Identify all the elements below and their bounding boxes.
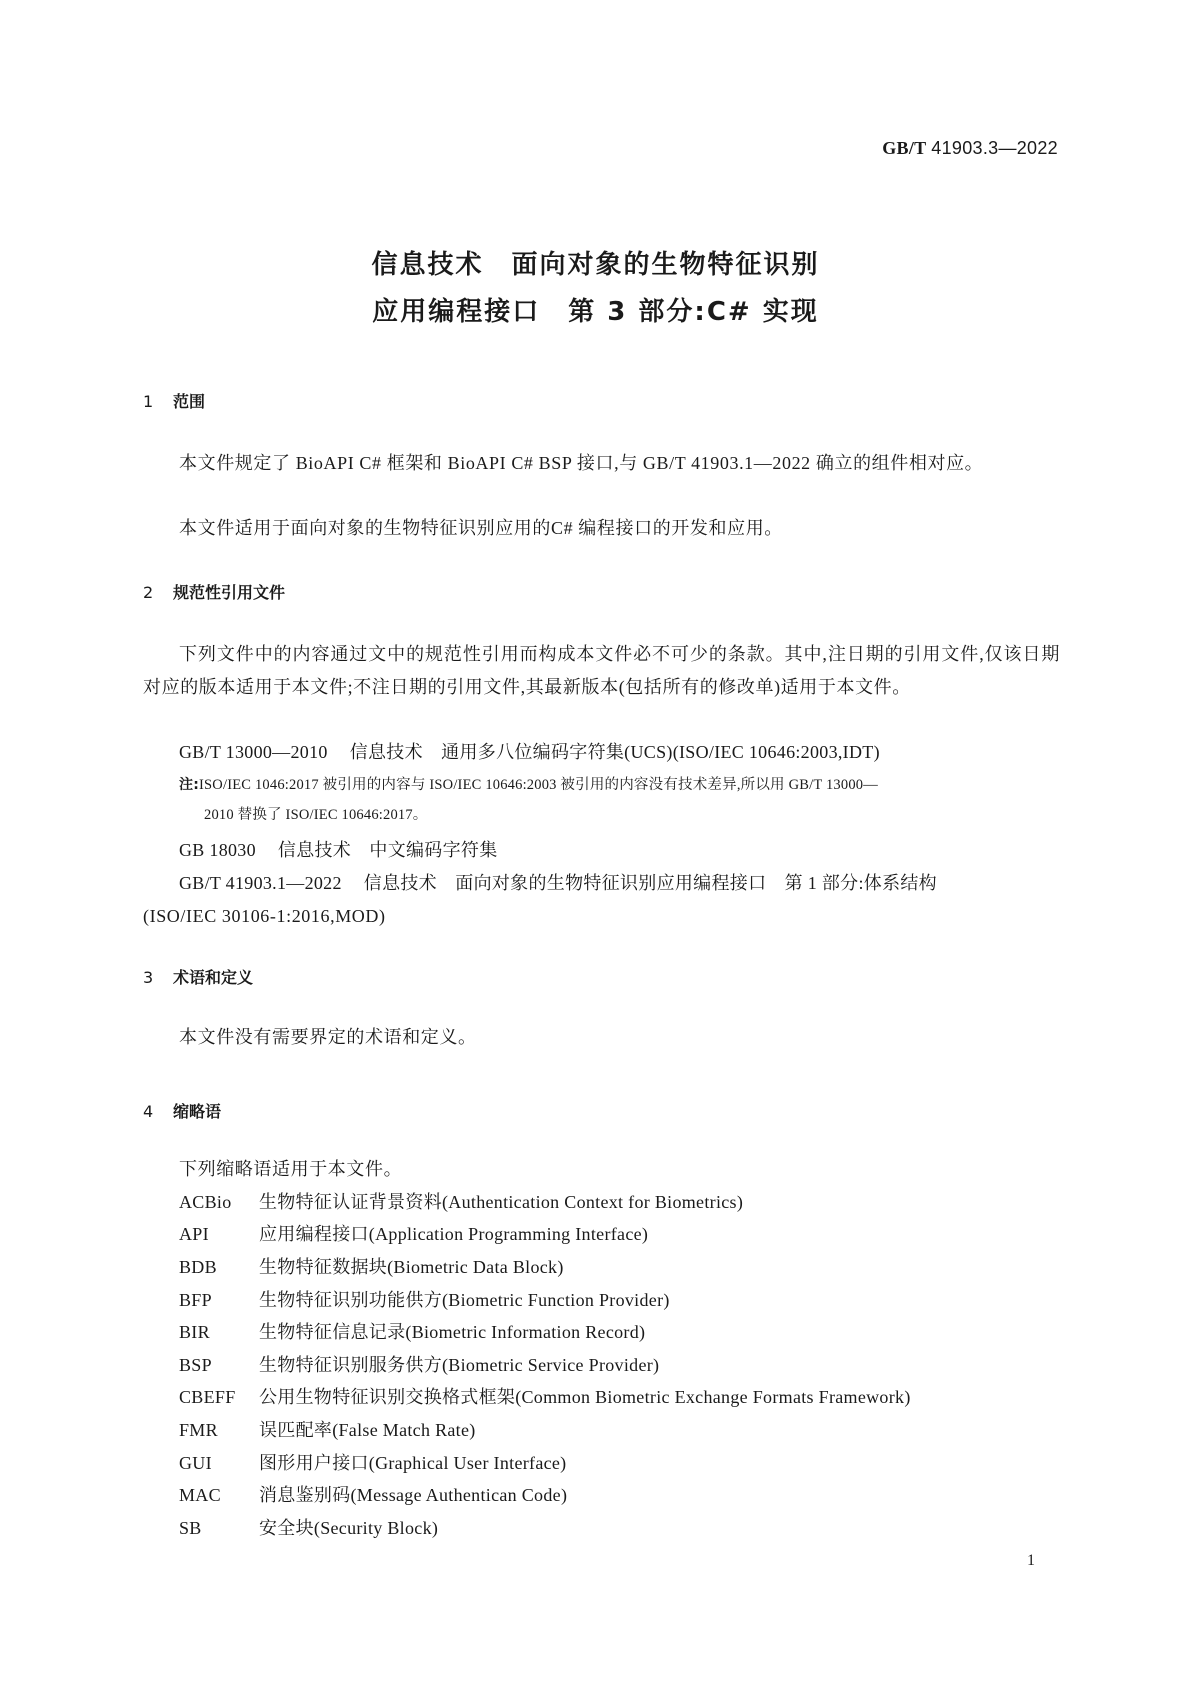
reference-item — [179, 867, 937, 900]
abbreviation-item — [179, 1479, 567, 1512]
abbreviation-term: BSP — [179, 1355, 212, 1375]
abbreviation-definition: 图形用户接口(Graphical User Interface) — [259, 1453, 567, 1473]
note-label: 注: — [179, 777, 199, 793]
abbreviation-item — [179, 1414, 476, 1447]
section-title: 规范性引用文件 — [173, 583, 286, 602]
abbreviation-term: BFP — [179, 1290, 212, 1310]
standard-code-number: 41903.3—2022 — [931, 138, 1058, 158]
abbreviation-term: CBEFF — [179, 1387, 236, 1407]
section-3-heading — [143, 965, 253, 988]
abbreviation-definition: 消息鉴别码(Message Authentican Code) — [259, 1485, 568, 1505]
section-number: 2 — [143, 583, 154, 602]
reference-code: GB 18030 — [179, 840, 256, 860]
section-number: 3 — [143, 968, 154, 987]
abbreviation-definition: 生物特征信息记录(Biometric Information Record) — [259, 1322, 646, 1342]
abbreviation-term: SB — [179, 1518, 202, 1538]
abbreviation-definition: 应用编程接口(Application Programming Interface) — [259, 1224, 649, 1244]
standard-code-prefix: GB/T — [882, 138, 927, 158]
abbreviation-term: MAC — [179, 1485, 221, 1505]
document-title-line-2: 应用编程接口 第 3 部分:C# 实现 — [372, 297, 819, 327]
abbreviation-definition: 生物特征数据块(Biometric Data Block) — [259, 1257, 564, 1277]
abbreviation-item — [179, 1381, 911, 1414]
reference-continuation: (ISO/IEC 30106-1:2016,MOD) — [143, 906, 386, 926]
note-text-line-2: 2010 替换了 ISO/IEC 10646:2017。 — [204, 807, 428, 823]
reference-item — [179, 834, 498, 867]
section-2-heading — [143, 580, 285, 603]
abbreviation-term: BIR — [179, 1322, 210, 1342]
section-number: 4 — [143, 1102, 154, 1121]
reference-title: 信息技术 中文编码字符集 — [277, 840, 498, 860]
section-2-intro: 下列文件中的内容通过文中的规范性引用而构成本文件必不可少的条款。其中,注日期的引用文件,仅该日期对应的版本适用于本文件;不注日期的引用文件,其最新版本(包括所有的修改单)适用于本文件。 — [143, 644, 1060, 697]
standard-code-header — [882, 138, 1058, 159]
reference-title: 信息技术 面向对象的生物特征识别应用编程接口 第 1 部分:体系结构 — [363, 873, 937, 893]
abbreviation-definition: 生物特征识别服务供方(Biometric Service Provider) — [259, 1355, 660, 1375]
abbreviation-definition: 安全块(Security Block) — [259, 1518, 439, 1538]
reference-note — [179, 770, 1059, 830]
section-title: 术语和定义 — [173, 968, 254, 987]
abbreviation-item — [179, 1251, 564, 1284]
abbreviation-item — [179, 1186, 743, 1219]
section-title: 缩略语 — [173, 1102, 222, 1121]
abbreviation-term: BDB — [179, 1257, 217, 1277]
abbreviation-term: API — [179, 1224, 209, 1244]
abbreviation-definition: 生物特征识别功能供方(Biometric Function Provider) — [259, 1290, 670, 1310]
section-4-intro: 下列缩略语适用于本文件。 — [179, 1159, 403, 1179]
page-number: 1 — [1027, 1552, 1035, 1569]
reference-item — [179, 736, 880, 769]
section-title: 范围 — [173, 392, 206, 411]
abbreviation-item — [179, 1218, 648, 1251]
abbreviation-item — [179, 1316, 645, 1349]
reference-title: 信息技术 通用多八位编码字符集(UCS)(ISO/IEC 10646:2003,IDT) — [349, 742, 880, 762]
abbreviation-item — [179, 1447, 566, 1480]
abbreviation-item — [179, 1512, 438, 1545]
section-number: 1 — [143, 392, 154, 411]
reference-code: GB/T 13000—2010 — [179, 742, 328, 762]
abbreviation-definition: 生物特征认证背景资料(Authentication Context for Biometrics) — [259, 1192, 744, 1212]
reference-code: GB/T 41903.1—2022 — [179, 873, 342, 893]
note-text-line-1: ISO/IEC 1046:2017 被引用的内容与 ISO/IEC 10646:2003 被引用的内容没有技术差异,所以用 GB/T 13000— — [199, 777, 878, 793]
section-1-heading — [143, 389, 205, 412]
abbreviation-item — [179, 1349, 659, 1382]
abbreviation-term: GUI — [179, 1453, 212, 1473]
abbreviation-item — [179, 1284, 670, 1317]
section-4-heading — [143, 1099, 221, 1122]
section-1-paragraph-2: 本文件适用于面向对象的生物特征识别应用的C# 编程接口的开发和应用。 — [179, 518, 783, 538]
document-title-line-1: 信息技术 面向对象的生物特征识别 — [371, 250, 820, 280]
abbreviation-definition: 公用生物特征识别交换格式框架(Common Biometric Exchange Formats Framework) — [259, 1387, 911, 1407]
section-1-paragraph-1: 本文件规定了 BioAPI C# 框架和 BioAPI C# BSP 接口,与 GB/T 41903.1—2022 确立的组件相对应。 — [179, 453, 984, 473]
abbreviation-definition: 误匹配率(False Match Rate) — [259, 1420, 476, 1440]
abbreviation-term: ACBio — [179, 1192, 232, 1212]
abbreviation-term: FMR — [179, 1420, 218, 1440]
section-3-paragraph-1: 本文件没有需要界定的术语和定义。 — [179, 1027, 477, 1047]
